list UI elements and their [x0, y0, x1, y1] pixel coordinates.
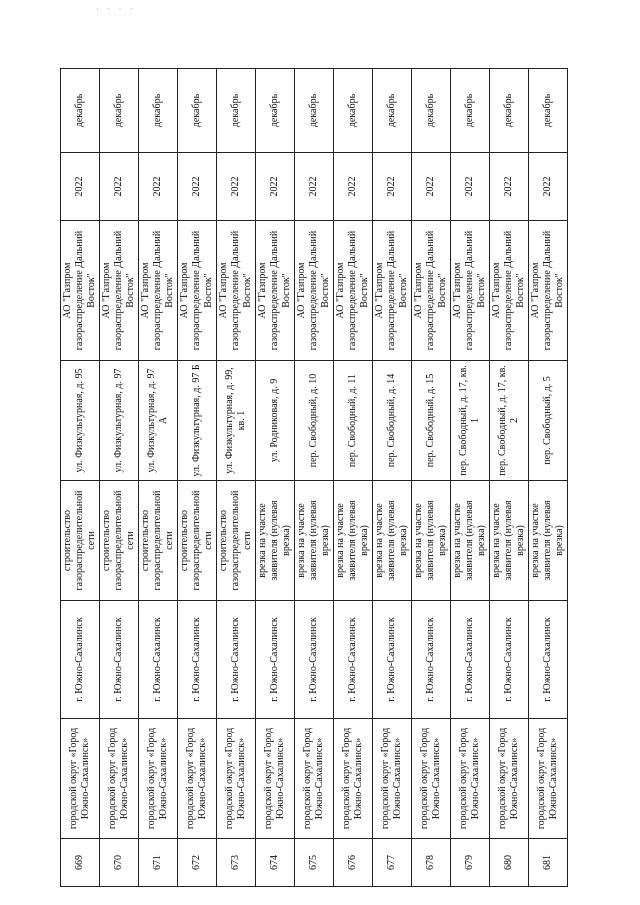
row-number-cell: 677 — [373, 839, 412, 887]
month-cell: декабрь — [373, 69, 412, 153]
month-cell: декабрь — [451, 69, 490, 153]
table-body — [61, 69, 568, 887]
organization-cell: АО "Газпром газораспределение Дальний Восток" — [256, 221, 295, 361]
work-type-cell: врезка на участке заявителя (нулевая врезка) — [334, 481, 373, 601]
work-type-cell: строительство газораспределительной сети — [178, 481, 217, 601]
address-cell: ул. Физкультурная, д. 97 А — [139, 361, 178, 481]
month-cell: декабрь — [412, 69, 451, 153]
work-type-cell: строительство газораспределительной сети — [217, 481, 256, 601]
year-cell: 2022 — [490, 153, 529, 221]
row-number-cell: 671 — [139, 839, 178, 887]
month-cell: декабрь — [139, 69, 178, 153]
address-cell: пер. Свободный, д. 10 — [295, 361, 334, 481]
month-cell: декабрь — [334, 69, 373, 153]
address-cell: ул. Родниковая, д. 9 — [256, 361, 295, 481]
table-row — [217, 69, 256, 887]
address-cell: пер. Свободный, д. 15 — [412, 361, 451, 481]
municipality-cell: городской округ «Город Южно-Сахалинск» — [295, 719, 334, 839]
municipality-cell: городской округ «Город Южно-Сахалинск» — [100, 719, 139, 839]
city-cell: г. Южно-Сахалинск — [295, 601, 334, 719]
scan-noise: · · · · — [96, 4, 136, 14]
year-cell: 2022 — [100, 153, 139, 221]
year-cell: 2022 — [217, 153, 256, 221]
municipality-cell: городской округ «Город Южно-Сахалинск» — [217, 719, 256, 839]
city-cell: г. Южно-Сахалинск — [217, 601, 256, 719]
table-row — [61, 69, 100, 887]
address-cell: ул. Физкультурная, д. 97 — [100, 361, 139, 481]
table-row — [451, 69, 490, 887]
address-cell: пер. Свободный, д. 17, кв. 1 — [451, 361, 490, 481]
table-row — [334, 69, 373, 887]
year-cell: 2022 — [529, 153, 568, 221]
city-cell: г. Южно-Сахалинск — [412, 601, 451, 719]
rotated-table-container — [60, 69, 565, 887]
year-cell: 2022 — [373, 153, 412, 221]
month-cell: декабрь — [295, 69, 334, 153]
month-cell: декабрь — [529, 69, 568, 153]
month-cell: декабрь — [178, 69, 217, 153]
address-cell: ул. Физкультурная, д. 95 — [61, 361, 100, 481]
organization-cell: АО "Газпром газораспределение Дальний Восток" — [373, 221, 412, 361]
city-cell: г. Южно-Сахалинск — [490, 601, 529, 719]
table-row — [139, 69, 178, 887]
work-type-cell: строительство газораспределительной сети — [100, 481, 139, 601]
organization-cell: АО "Газпром газораспределение Дальний Восток" — [412, 221, 451, 361]
month-cell: декабрь — [61, 69, 100, 153]
municipality-cell: городской округ «Город Южно-Сахалинск» — [529, 719, 568, 839]
year-cell: 2022 — [334, 153, 373, 221]
table-row — [373, 69, 412, 887]
row-number-cell: 676 — [334, 839, 373, 887]
address-cell: пер. Свободный, д. 14 — [373, 361, 412, 481]
work-type-cell: врезка на участке заявителя (нулевая врезка) — [490, 481, 529, 601]
address-cell: ул. Физкультурная, д. 99, кв. 1 — [217, 361, 256, 481]
year-cell: 2022 — [256, 153, 295, 221]
table-row — [100, 69, 139, 887]
row-number-cell: 673 — [217, 839, 256, 887]
municipality-cell: городской округ «Город Южно-Сахалинск» — [451, 719, 490, 839]
row-number-cell: 681 — [529, 839, 568, 887]
work-type-cell: врезка на участке заявителя (нулевая врезка) — [256, 481, 295, 601]
row-number-cell: 678 — [412, 839, 451, 887]
month-cell: декабрь — [256, 69, 295, 153]
month-cell: декабрь — [490, 69, 529, 153]
table-row — [529, 69, 568, 887]
row-number-cell: 674 — [256, 839, 295, 887]
municipality-cell: городской округ «Город Южно-Сахалинск» — [373, 719, 412, 839]
organization-cell: АО "Газпром газораспределение Дальний Восток" — [490, 221, 529, 361]
address-cell: пер. Свободный, д. 17, кв. 2 — [490, 361, 529, 481]
work-type-cell: врезка на участке заявителя (нулевая врезка) — [529, 481, 568, 601]
month-cell: декабрь — [100, 69, 139, 153]
city-cell: г. Южно-Сахалинск — [178, 601, 217, 719]
table-row — [256, 69, 295, 887]
municipality-cell: городской округ «Город Южно-Сахалинск» — [178, 719, 217, 839]
city-cell: г. Южно-Сахалинск — [451, 601, 490, 719]
municipality-cell: городской округ «Город Южно-Сахалинск» — [256, 719, 295, 839]
row-number-cell: 675 — [295, 839, 334, 887]
organization-cell: АО "Газпром газораспределение Дальний Восток" — [295, 221, 334, 361]
city-cell: г. Южно-Сахалинск — [61, 601, 100, 719]
work-type-cell: врезка на участке заявителя (нулевая врезка) — [295, 481, 334, 601]
organization-cell: АО "Газпром газораспределение Дальний Восток" — [139, 221, 178, 361]
organization-cell: АО "Газпром газораспределение Дальний Восток" — [61, 221, 100, 361]
municipality-cell: городской округ «Город Южно-Сахалинск» — [61, 719, 100, 839]
row-number-cell: 679 — [451, 839, 490, 887]
work-type-cell: врезка на участке заявителя (нулевая врезка) — [373, 481, 412, 601]
year-cell: 2022 — [412, 153, 451, 221]
organization-cell: АО "Газпром газораспределение Дальний Восток" — [217, 221, 256, 361]
work-type-cell: строительство газораспределительной сети — [61, 481, 100, 601]
row-number-cell: 670 — [100, 839, 139, 887]
organization-cell: АО "Газпром газораспределение Дальний Восток" — [529, 221, 568, 361]
municipality-cell: городской округ «Город Южно-Сахалинск» — [334, 719, 373, 839]
gas-connection-table — [60, 68, 568, 887]
organization-cell: АО "Газпром газораспределение Дальний Восток" — [451, 221, 490, 361]
city-cell: г. Южно-Сахалинск — [100, 601, 139, 719]
work-type-cell: врезка на участке заявителя (нулевая врезка) — [412, 481, 451, 601]
address-cell: пер. Свободный, д. 11 — [334, 361, 373, 481]
row-number-cell: 672 — [178, 839, 217, 887]
city-cell: г. Южно-Сахалинск — [139, 601, 178, 719]
address-cell: пер. Свободный, д. 5 — [529, 361, 568, 481]
month-cell: декабрь — [217, 69, 256, 153]
municipality-cell: городской округ «Город Южно-Сахалинск» — [490, 719, 529, 839]
row-number-cell: 680 — [490, 839, 529, 887]
municipality-cell: городской округ «Город Южно-Сахалинск» — [139, 719, 178, 839]
table-row — [490, 69, 529, 887]
year-cell: 2022 — [139, 153, 178, 221]
table-row — [178, 69, 217, 887]
year-cell: 2022 — [295, 153, 334, 221]
city-cell: г. Южно-Сахалинск — [373, 601, 412, 719]
municipality-cell: городской округ «Город Южно-Сахалинск» — [412, 719, 451, 839]
city-cell: г. Южно-Сахалинск — [334, 601, 373, 719]
year-cell: 2022 — [451, 153, 490, 221]
year-cell: 2022 — [178, 153, 217, 221]
city-cell: г. Южно-Сахалинск — [529, 601, 568, 719]
organization-cell: АО "Газпром газораспределение Дальний Восток" — [178, 221, 217, 361]
table-row — [412, 69, 451, 887]
year-cell: 2022 — [61, 153, 100, 221]
city-cell: г. Южно-Сахалинск — [256, 601, 295, 719]
address-cell: ул. Физкультурная, д. 97 Б — [178, 361, 217, 481]
organization-cell: АО "Газпром газораспределение Дальний Восток" — [334, 221, 373, 361]
organization-cell: АО "Газпром газораспределение Дальний Восток" — [100, 221, 139, 361]
work-type-cell: врезка на участке заявителя (нулевая врезка) — [451, 481, 490, 601]
table-row — [295, 69, 334, 887]
row-number-cell: 669 — [61, 839, 100, 887]
work-type-cell: строительство газораспределительной сети — [139, 481, 178, 601]
